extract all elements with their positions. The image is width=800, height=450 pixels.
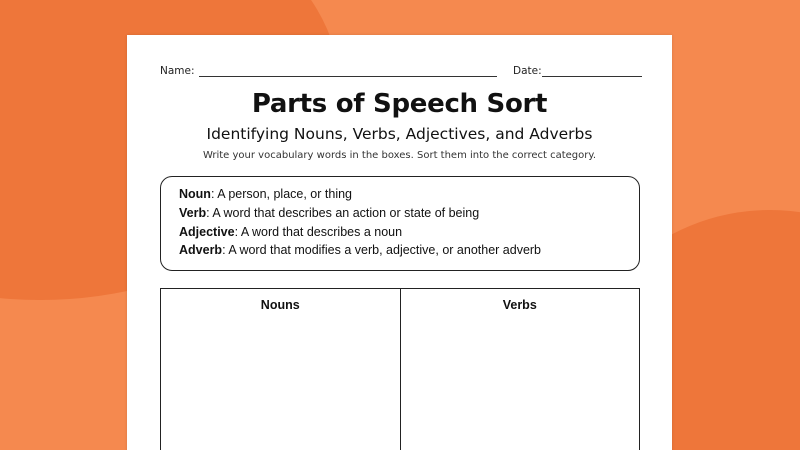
worksheet-instructions: Write your vocabulary words in the boxes. Sort them into the correct category. [202,150,597,161]
worksheet-subtitle: Identifying Nouns, Verbs, Adjectives, and Adverbs [206,125,593,143]
definition-text: : A word that describes an action or state of being [206,205,480,220]
sort-column-verbs[interactable] [400,289,640,450]
date-underline[interactable] [542,66,642,77]
definition-term: Adjective [179,224,235,239]
definition-adjective [179,223,621,242]
name-underline[interactable] [199,66,497,77]
definition-adverb [179,241,621,260]
definition-term: Adverb [179,243,223,258]
sort-table [160,288,640,450]
date-field[interactable] [513,65,642,77]
definition-verb [179,204,621,223]
definition-noun [179,185,621,204]
column-header-verbs: Verbs [502,298,537,312]
name-label: Name: [160,65,195,77]
sort-column-nouns[interactable] [161,289,400,450]
definition-text: : A word that modifies a verb, adjective, or another adverb [222,243,542,258]
definition-text: : A person, place, or thing [210,187,353,201]
name-field[interactable] [160,65,497,77]
definition-term: Noun [179,187,211,201]
definitions-box [160,176,640,271]
date-label: Date: [513,65,542,77]
definition-term: Verb [179,205,207,220]
definition-text: : A word that describes a noun [234,224,403,239]
column-header-nouns: Nouns [260,298,300,312]
worksheet-page [127,35,672,450]
worksheet-title: Parts of Speech Sort [251,89,548,119]
